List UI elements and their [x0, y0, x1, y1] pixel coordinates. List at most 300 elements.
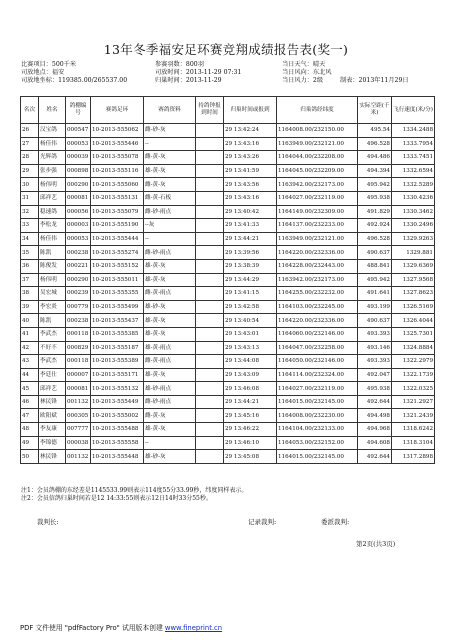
- cell-loft-id: 000238: [66, 314, 91, 328]
- cell-rank: 41: [21, 327, 39, 341]
- cell-speed: 1325.7301: [392, 327, 435, 341]
- table-row: [21, 178, 435, 192]
- cell-coords: 1164015.00/232145.00: [277, 395, 358, 409]
- cell-pigeon-info: 雄-黄-雨点: [144, 341, 196, 355]
- cell-distance: 494.394: [358, 164, 392, 178]
- cell-pigeon-info: 雄-黄-灰: [144, 423, 196, 437]
- col-ring: 赛鸽足环: [91, 97, 144, 124]
- cell-speed: 1326.5169: [392, 300, 435, 314]
- cell-arrival-time: 29 13:42:24: [224, 124, 277, 138]
- cell-distance: 494.608: [358, 436, 392, 450]
- cell-name: 李友康: [39, 423, 66, 437]
- meta-col-2: [155, 61, 241, 85]
- cell-arrival-time: 29 13:43:01: [224, 327, 277, 341]
- cell-pigeon-info: 雌-黄-灰: [144, 409, 196, 423]
- cell-loft-id: 000238: [66, 246, 91, 260]
- cell-clock-time: [196, 219, 224, 233]
- cell-arrival-time: 29 13:39:56: [224, 246, 277, 260]
- header-row: [21, 97, 435, 124]
- footer-link[interactable]: www.fineprint.cn: [164, 624, 223, 632]
- cell-rank: 38: [21, 287, 39, 301]
- cell-distance: 490.637: [358, 246, 392, 260]
- cell-loft-id: 000003: [66, 219, 91, 233]
- cell-arrival-time: 29 13:46:22: [224, 423, 277, 437]
- meta-col-1: [21, 61, 127, 85]
- table-row: [21, 327, 435, 341]
- cell-loft-id: 000290: [66, 273, 91, 287]
- cell-ring: 10-2013-555190: [91, 219, 144, 233]
- cell-rank: 45: [21, 382, 39, 396]
- table-row: [21, 124, 435, 138]
- cell-loft-id: 000053: [66, 232, 91, 246]
- cell-speed: 1324.8884: [392, 341, 435, 355]
- meta-return-time: 归巢时间：2013-11-29: [155, 77, 222, 84]
- cell-arrival-time: 29 13:43:13: [224, 341, 277, 355]
- cell-loft-id: 001132: [66, 395, 91, 409]
- cell-arrival-time: 29 13:46:10: [224, 436, 277, 450]
- cell-pigeon-info: 雌-砂-雨点: [144, 246, 196, 260]
- cell-coords: 1164149.00/232309.00: [277, 205, 358, 219]
- cell-ring: 10-2013-555444: [91, 232, 144, 246]
- cell-name: 林民锋: [39, 450, 66, 464]
- cell-ring: 10-2013-555385: [91, 327, 144, 341]
- cell-rank: 33: [21, 219, 39, 233]
- cell-ring: 10-2013-555449: [91, 395, 144, 409]
- table-row: [21, 151, 435, 165]
- col-pigeon-info: 赛鸽资料: [144, 97, 196, 124]
- cell-speed: 1332.5289: [392, 178, 435, 192]
- cell-clock-time: [196, 368, 224, 382]
- table-row: [21, 287, 435, 301]
- cell-speed: 1333.7451: [392, 151, 435, 165]
- cell-rank: 26: [21, 124, 39, 138]
- cell-coords: 1164027.00/232119.00: [277, 382, 358, 396]
- cell-name: 陈凯: [39, 314, 66, 328]
- cell-rank: 44: [21, 368, 39, 382]
- cell-arrival-time: 29 13:43:26: [224, 151, 277, 165]
- cell-name: 陈凯: [39, 246, 66, 260]
- cell-rank: 37: [21, 273, 39, 287]
- cell-pigeon-info: 雌-黄-灰: [144, 178, 196, 192]
- cell-rank: 27: [21, 137, 39, 151]
- cell-ring: 10-2013-555131: [91, 191, 144, 205]
- cell-pigeon-info: 雄-砂-灰: [144, 450, 196, 464]
- footer-text: PDF 文件使用 "pdfFactory Pro" 试用版本创建: [20, 624, 165, 632]
- cell-rank: 50: [21, 450, 39, 464]
- meta-release-coords: 司放地坐标：119385.00/265537.00: [21, 77, 128, 84]
- cell-ring: 10-2013-555078: [91, 151, 144, 165]
- cell-speed: 1321.2927: [392, 395, 435, 409]
- cell-speed: 1330.2496: [392, 219, 435, 233]
- cell-rank: 39: [21, 300, 39, 314]
- cell-speed: 1326.4044: [392, 314, 435, 328]
- cell-coords: 1163949.00/232121.00: [277, 232, 358, 246]
- cell-coords: 1164137.00/232233.00: [277, 219, 358, 233]
- cell-distance: 492.644: [358, 450, 392, 464]
- col-arrival-time: 归巢时间或报到: [224, 97, 277, 124]
- table-row: [21, 409, 435, 423]
- cell-clock-time: [196, 436, 224, 450]
- cell-rank: 30: [21, 178, 39, 192]
- cell-loft-id: 000007: [66, 368, 91, 382]
- cell-rank: 43: [21, 355, 39, 369]
- cell-speed: 1333.7954: [392, 137, 435, 151]
- table-row: [21, 273, 435, 287]
- table-row: [21, 205, 435, 219]
- table-row: [21, 368, 435, 382]
- cell-name: 李武杰: [39, 355, 66, 369]
- cell-clock-time: [196, 450, 224, 464]
- cell-clock-time: [196, 259, 224, 273]
- cell-pigeon-info: 雄-黄-灰: [144, 259, 196, 273]
- cell-ring: 10-2013-555011: [91, 273, 144, 287]
- cell-ring: 10-2013-555062: [91, 124, 144, 138]
- cell-speed: 1329.6369: [392, 259, 435, 273]
- meta-wind-force: 当日风力：2级: [282, 77, 324, 84]
- cell-speed: 1322.2979: [392, 355, 435, 369]
- cell-distance: 492.047: [358, 368, 392, 382]
- cell-coords: 1164008.00/232150.00: [277, 124, 358, 138]
- cell-distance: 494.498: [358, 409, 392, 423]
- cell-name: 邱祥艺: [39, 382, 66, 396]
- cell-ring: 10-2013-555060: [91, 178, 144, 192]
- cell-speed: 1318.3104: [392, 436, 435, 450]
- table-row: [21, 191, 435, 205]
- table-row: [21, 382, 435, 396]
- cell-coords: 1163942.00/232173.00: [277, 273, 358, 287]
- col-name: 姓名: [39, 97, 66, 124]
- cell-name: 杨佳伟: [39, 232, 66, 246]
- cell-coords: 1164220.00/232336.00: [277, 314, 358, 328]
- cell-rank: 49: [21, 436, 39, 450]
- report-title: 13年冬季福安足环赛竞翔成绩报告表(奖一): [103, 42, 349, 57]
- cell-coords: 1164114.00/232324.00: [277, 368, 358, 382]
- cell-distance: 493.146: [358, 341, 392, 355]
- cell-clock-time: [196, 314, 224, 328]
- cell-distance: 493.199: [358, 300, 392, 314]
- cell-clock-time: [196, 137, 224, 151]
- cell-arrival-time: 29 13:40:54: [224, 314, 277, 328]
- cell-distance: 495.942: [358, 178, 392, 192]
- cell-pigeon-info: 雌-黄-雨点: [144, 355, 196, 369]
- meta-made-date: 制表：2013年11月29日: [340, 77, 409, 84]
- cell-ring: 10-2013-555132: [91, 382, 144, 396]
- cell-loft-id: 000081: [66, 191, 91, 205]
- cell-arrival-time: 29 13:40:42: [224, 205, 277, 219]
- cell-pigeon-info: 雄-黄-灰: [144, 368, 196, 382]
- cell-coords: 1163949.00/232121.00: [277, 137, 358, 151]
- table-row: [21, 436, 435, 450]
- cell-name: 李松龙: [39, 219, 66, 233]
- meta-entries: 参赛羽数：800羽: [155, 61, 204, 68]
- cell-speed: 1329.881: [392, 246, 435, 260]
- cell-distance: 495.938: [358, 191, 392, 205]
- cell-loft-id: 000898: [66, 164, 91, 178]
- cell-name: 李武杰: [39, 327, 66, 341]
- cell-arrival-time: 29 13:44:21: [224, 395, 277, 409]
- cell-arrival-time: 29 13:45:16: [224, 409, 277, 423]
- cell-distance: 490.637: [358, 314, 392, 328]
- cell-coords: 1164047.00/232258.00: [277, 341, 358, 355]
- cell-pigeon-info: 雄-黄-灰: [144, 273, 196, 287]
- cell-arrival-time: 29 13:43:16: [224, 191, 277, 205]
- cell-speed: 1321.2439: [392, 409, 435, 423]
- cell-clock-time: [196, 327, 224, 341]
- col-distance: 实际空距(千米): [358, 97, 392, 124]
- col-loft-id: 鸽棚编号: [66, 97, 91, 124]
- cell-name: 张步强: [39, 164, 66, 178]
- cell-name: 杨佳伟: [39, 137, 66, 151]
- cell-loft-id: 000118: [66, 355, 91, 369]
- cell-coords: 1164050.00/232146.00: [277, 355, 358, 369]
- cell-loft-id: 000053: [66, 137, 91, 151]
- cell-arrival-time: 29 13:43:09: [224, 368, 277, 382]
- cell-rank: 36: [21, 259, 39, 273]
- cell-coords: 1164255.00/232232.00: [277, 287, 358, 301]
- cell-loft-id: 000081: [66, 382, 91, 396]
- cell-distance: 493.393: [358, 355, 392, 369]
- cell-arrival-time: 29 13:41:33: [224, 219, 277, 233]
- cell-ring: 10-2013-555389: [91, 355, 144, 369]
- cell-arrival-time: 29 13:45:08: [224, 450, 277, 464]
- cell-name: 汉宝鸽: [39, 124, 66, 138]
- cell-clock-time: [196, 191, 224, 205]
- note-2: 注2：会员信鸽归巢时间若是12 14:33:55则表示12日14时33分55秒。: [21, 495, 212, 502]
- cell-speed: 1322.1739: [392, 368, 435, 382]
- cell-arrival-time: 29 13:38:39: [224, 259, 277, 273]
- cell-pigeon-info: 雌-黄-石板: [144, 191, 196, 205]
- cell-name: 李廷仕: [39, 368, 66, 382]
- cell-rank: 34: [21, 232, 39, 246]
- cell-clock-time: [196, 300, 224, 314]
- cell-coords: 1164008.00/232230.00: [277, 409, 358, 423]
- table-row: [21, 137, 435, 151]
- cell-clock-time: [196, 164, 224, 178]
- cell-coords: 1164104.00/232133.00: [277, 423, 358, 437]
- cell-name: 杨伟明: [39, 178, 66, 192]
- table-row: [21, 314, 435, 328]
- cell-speed: 1330.3462: [392, 205, 435, 219]
- cell-arrival-time: 29 13:44:21: [224, 232, 277, 246]
- cell-name: 李锦德: [39, 436, 66, 450]
- cell-rank: 32: [21, 205, 39, 219]
- meta-weather: 当日天气：晴天: [282, 61, 326, 68]
- cell-coords: 1164015.00/232145.00: [277, 450, 358, 464]
- cell-name: 林民锋: [39, 395, 66, 409]
- cell-clock-time: [196, 205, 224, 219]
- cell-arrival-time: 29 13:41:59: [224, 164, 277, 178]
- cell-rank: 29: [21, 164, 39, 178]
- cell-distance: 491.641: [358, 287, 392, 301]
- cell-ring: 10-2013-555437: [91, 314, 144, 328]
- cell-name: 李宏炎: [39, 300, 66, 314]
- cell-ring: 10-2013-555355: [91, 287, 144, 301]
- table-row: [21, 259, 435, 273]
- cell-name: 陈俊发: [39, 259, 66, 273]
- cell-rank: 46: [21, 395, 39, 409]
- cell-coords: 1163942.00/232173.00: [277, 178, 358, 192]
- cell-coords: 1164103.00/232245.00: [277, 300, 358, 314]
- cell-distance: 494.486: [358, 151, 392, 165]
- cell-ring: 10-2013-555171: [91, 368, 144, 382]
- cell-ring: 10-2013-555488: [91, 423, 144, 437]
- cell-loft-id: 000829: [66, 341, 91, 355]
- col-coords: 归巢鸽经纬度: [277, 97, 358, 124]
- page-number: 第2页(共3页): [356, 540, 396, 548]
- cell-arrival-time: 29 13:43:56: [224, 178, 277, 192]
- cell-pigeon-info: 雄-砂-雨点: [144, 382, 196, 396]
- cell-ring: 10-2013-555116: [91, 164, 144, 178]
- cell-pigeon-info: 雄-黄-灰: [144, 327, 196, 341]
- cell-rank: 28: [21, 151, 39, 165]
- table-row: [21, 355, 435, 369]
- cell-arrival-time: 29 13:46:08: [224, 382, 277, 396]
- table-row: [21, 232, 435, 246]
- col-clock-time: 持鸽钟报到时间: [196, 97, 224, 124]
- col-rank: 名次: [21, 97, 39, 124]
- cell-rank: 31: [21, 191, 39, 205]
- cell-clock-time: [196, 382, 224, 396]
- cell-clock-time: [196, 423, 224, 437]
- cell-distance: 493.393: [358, 327, 392, 341]
- cell-distance: 488.841: [358, 259, 392, 273]
- cell-distance: 491.829: [358, 205, 392, 219]
- cell-pigeon-info: --: [144, 436, 196, 450]
- cell-distance: 495.942: [358, 273, 392, 287]
- cell-distance: 496.528: [358, 232, 392, 246]
- cell-pigeon-info: --: [144, 137, 196, 151]
- cell-name: 邱祥艺: [39, 191, 66, 205]
- cell-ring: 10-2013-555499: [91, 300, 144, 314]
- cell-coords: 1164027.00/232119.00: [277, 191, 358, 205]
- cell-speed: 1334.2488: [392, 124, 435, 138]
- cell-rank: 42: [21, 341, 39, 355]
- meta-wind-direction: 当日风向：东北风: [282, 69, 332, 76]
- meta-col-3: [282, 61, 332, 85]
- cell-speed: 1327.8623: [392, 287, 435, 301]
- results-body: [21, 124, 435, 464]
- cell-loft-id: 000056: [66, 205, 91, 219]
- cell-speed: 1318.6242: [392, 423, 435, 437]
- cell-speed: 1317.2898: [392, 450, 435, 464]
- cell-clock-time: [196, 395, 224, 409]
- cell-distance: 492.644: [358, 395, 392, 409]
- cell-ring: 10-2013-555187: [91, 341, 144, 355]
- cell-clock-time: [196, 273, 224, 287]
- cell-ring: 10-2013-555274: [91, 246, 144, 260]
- cell-loft-id: 000221: [66, 259, 91, 273]
- cell-ring: 10-2013-555152: [91, 259, 144, 273]
- table-row: [21, 450, 435, 464]
- cell-name: 不好不: [39, 341, 66, 355]
- cell-ring: 10-2013-555558: [91, 436, 144, 450]
- cell-clock-time: [196, 178, 224, 192]
- cell-name: 杨伟明: [39, 273, 66, 287]
- results-table: [20, 96, 435, 464]
- cell-rank: 40: [21, 314, 39, 328]
- cell-name: 欧阳斌: [39, 409, 66, 423]
- cell-pigeon-info: 雄-砂-灰: [144, 300, 196, 314]
- cell-ring: 10-2013-555002: [91, 409, 144, 423]
- cell-coords: 1164060.00/232146.00: [277, 327, 358, 341]
- cell-pigeon-info: 雄-黄-灰: [144, 314, 196, 328]
- cell-distance: 492.924: [358, 219, 392, 233]
- cell-loft-id: 000779: [66, 300, 91, 314]
- cell-distance: 494.968: [358, 423, 392, 437]
- table-row: [21, 341, 435, 355]
- cell-pigeon-info: 雄-黄-灰: [144, 164, 196, 178]
- col-speed: 飞行速度(米/分): [392, 97, 435, 124]
- cell-pigeon-info: 雌-砂-灰: [144, 124, 196, 138]
- cell-name: 吴宏城: [39, 287, 66, 301]
- cell-speed: 1329.9263: [392, 232, 435, 246]
- cell-speed: 1322.0325: [392, 382, 435, 396]
- table-row: [21, 395, 435, 409]
- cell-pigeon-info: 雌-黄-灰: [144, 151, 196, 165]
- cell-clock-time: [196, 341, 224, 355]
- cell-clock-time: [196, 124, 224, 138]
- cell-distance: 495.938: [358, 382, 392, 396]
- cell-pigeon-info: --: [144, 232, 196, 246]
- head-judge-label: 裁判长:: [37, 518, 59, 526]
- table-row: [21, 219, 435, 233]
- cell-coords: 1164053.00/232152.00: [277, 436, 358, 450]
- table-row: [21, 164, 435, 178]
- cell-speed: 1327.9568: [392, 273, 435, 287]
- cell-pigeon-info: 雌-砂-雨点: [144, 395, 196, 409]
- cell-speed: 1332.6594: [392, 164, 435, 178]
- cell-pigeon-info: 雌-砂-雨点: [144, 205, 196, 219]
- cell-distance: 496.528: [358, 137, 392, 151]
- note-1: 注1：会员鸽棚的东经差是1145533.99则表示114度55分33.99秒，纬度同样表示。: [21, 487, 248, 494]
- cell-loft-id: 000290: [66, 178, 91, 192]
- notes: [21, 487, 247, 503]
- cell-clock-time: [196, 151, 224, 165]
- cell-ring: 10-2013-555446: [91, 137, 144, 151]
- cell-clock-time: [196, 409, 224, 423]
- cell-loft-id: 001132: [66, 450, 91, 464]
- table-row: [21, 300, 435, 314]
- cell-loft-id: 000038: [66, 436, 91, 450]
- pdf-footer: [20, 622, 222, 632]
- cell-loft-id: 000305: [66, 409, 91, 423]
- cell-coords: 1164044.00/232208.00: [277, 151, 358, 165]
- meta-release-place: 司放地点：福安: [21, 69, 65, 76]
- cell-clock-time: [196, 287, 224, 301]
- cell-rank: 47: [21, 409, 39, 423]
- committee-judge-label: 委派裁判:: [321, 518, 350, 526]
- cell-arrival-time: 29 13:42:58: [224, 300, 277, 314]
- cell-rank: 35: [21, 246, 39, 260]
- cell-pigeon-info: --灰: [144, 219, 196, 233]
- cell-arrival-time: 29 13:44:29: [224, 273, 277, 287]
- cell-arrival-time: 29 13:41:15: [224, 287, 277, 301]
- cell-loft-id: 000118: [66, 327, 91, 341]
- table-row: [21, 423, 435, 437]
- cell-pigeon-info: 雌-黄-雨点: [144, 287, 196, 301]
- cell-ring: 10-2013-555079: [91, 205, 144, 219]
- table-row: [21, 246, 435, 260]
- cell-arrival-time: 29 13:44:08: [224, 355, 277, 369]
- cell-loft-id: 000239: [66, 287, 91, 301]
- cell-loft-id: 007777: [66, 423, 91, 437]
- meta-event: 比赛项目：500千米: [21, 61, 77, 68]
- cell-coords: 1164228.00/232443.00: [277, 259, 358, 273]
- cell-clock-time: [196, 246, 224, 260]
- cell-loft-id: 000039: [66, 151, 91, 165]
- cell-name: 稳速鸽: [39, 205, 66, 219]
- cell-distance: 495.54: [358, 124, 392, 138]
